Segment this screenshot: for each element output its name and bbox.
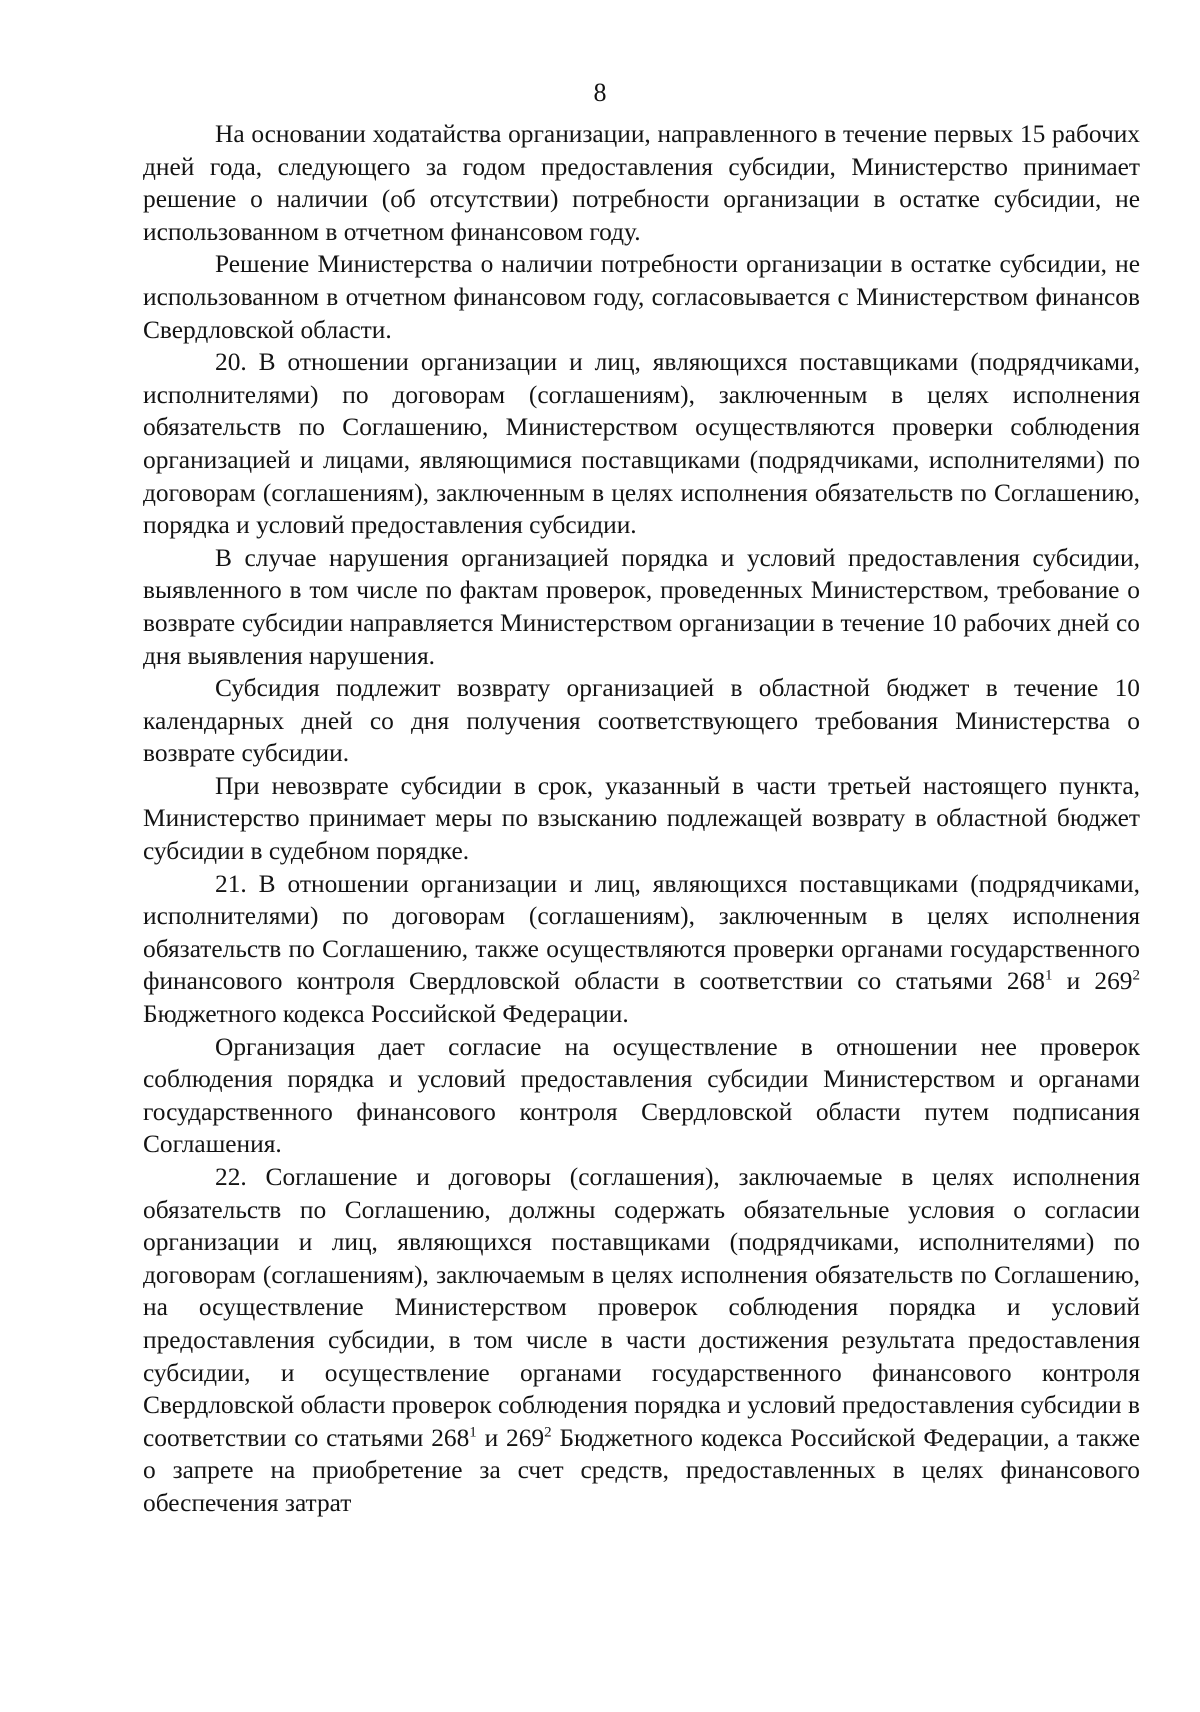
paragraph-subsidy-remainder-request: На основании ходатайства организации, направленного в течение первых 15 рабочих дней года, следующего за годом предоставления субсидии, Министерство принимает решение о наличии (об отсутствии) потребности организации в остатке субсидии, не использованном в отчетном финансовом году. [143,120,1140,246]
paragraph-22-superscript-a: 1 [469,1424,477,1441]
paragraph-subsidy-return-deadline: Субсидия подлежит возврату организацией в областной бюджет в течение 10 календарных дней со дня получения соответствующего требования Министерства о возврате субсидии. [143,674,1140,768]
document-body [143,118,1140,1520]
paragraph-court-recovery: При невозврате субсидии в срок, указанный в части третьей настоящего пункта, Министерство принимает меры по взысканию подлежащей возврату в областной бюджет субсидии в судебном порядке. [143,771,1140,866]
page-number: 8 [593,78,607,107]
paragraph-21-text-a: 21. В отношении организации и лиц, являющихся поставщиками (подрядчиками, исполнителями) по договорам (соглашениям), заключенным в целях исполнения обязательств по Соглашению, также осуществляются проверки органами государственного финансового контроля Свердловской области в соответствии со статьями 268 [143,869,1140,996]
paragraph-remainder-approval: Решение Министерства о наличии потребности организации в остатке субсидии, не использованном в отчетном финансовом году, согласовывается с Министерством финансов Свердловской области. [143,250,1140,344]
paragraph-21-state-financial-control [143,868,1140,1031]
paragraph-21-superscript-b: 2 [1132,967,1140,984]
paragraph-22-text-c: Бюджетного кодекса Российской Федерации, а также о запрете на приобретение за счет средств, предоставленных в целях финансового обеспечения затрат [143,1423,1140,1517]
paragraph-22-text-a: 22. Соглашение и договоры (соглашения), заключаемые в целях исполнения обязательств по Соглашению, должны содержать обязательные условия о согласии организации и лиц, являющихся поставщиками (подрядчиками, исполнителями) по договорам (соглашениям), заключаемым в целях исполнения обязательств по Соглашению, на осуществление Министерством проверок соблюдения порядка и условий предоставления субсидии, в том числе в части достижения результата предоставления субсидии, и осуществление органами государственного финансового контроля Свердловской области проверок соблюдения порядка и условий предоставления субсидии в соответствии со статьями 268 [143,1163,1140,1452]
paragraph-20-ministry-inspections: 20. В отношении организации и лиц, являющихся поставщиками (подрядчиками, исполнителями) по договорам (соглашениям), заключенным в целях исполнения обязательств по Соглашению, Министерством осуществляются проверки соблюдения организацией и лицами, являющимися поставщиками (подрядчиками, исполнителями) по договорам (соглашениям), заключенным в целях исполнения обязательств по Соглашению, порядка и условий предоставления субсидии. [143,348,1140,540]
paragraph-21-superscript-a: 1 [1044,967,1053,984]
paragraph-22-agreement-conditions [143,1161,1140,1520]
paragraph-21-text-b: и 269 [1052,967,1133,996]
paragraph-22-superscript-b: 2 [544,1424,552,1441]
paragraph-organization-consent: Организация дает согласие на осуществление в отношении нее проверок соблюдения порядка и условий предоставления субсидии Министерством и органами государственного финансового контроля Свердловской области путем подписания Соглашения. [143,1032,1140,1159]
paragraph-violation-return-demand: В случае нарушения организацией порядка и условий предоставления субсидии, выявленного в том числе по фактам проверок, проведенных Министерством, требование о возврате субсидии направляется Министерством организации в течение 10 рабочих дней со дня выявления нарушения. [143,543,1140,670]
paragraph-22-text-b: и 269 [476,1423,545,1452]
paragraph-21-text-c: Бюджетного кодекса Российской Федерации. [143,1000,629,1029]
